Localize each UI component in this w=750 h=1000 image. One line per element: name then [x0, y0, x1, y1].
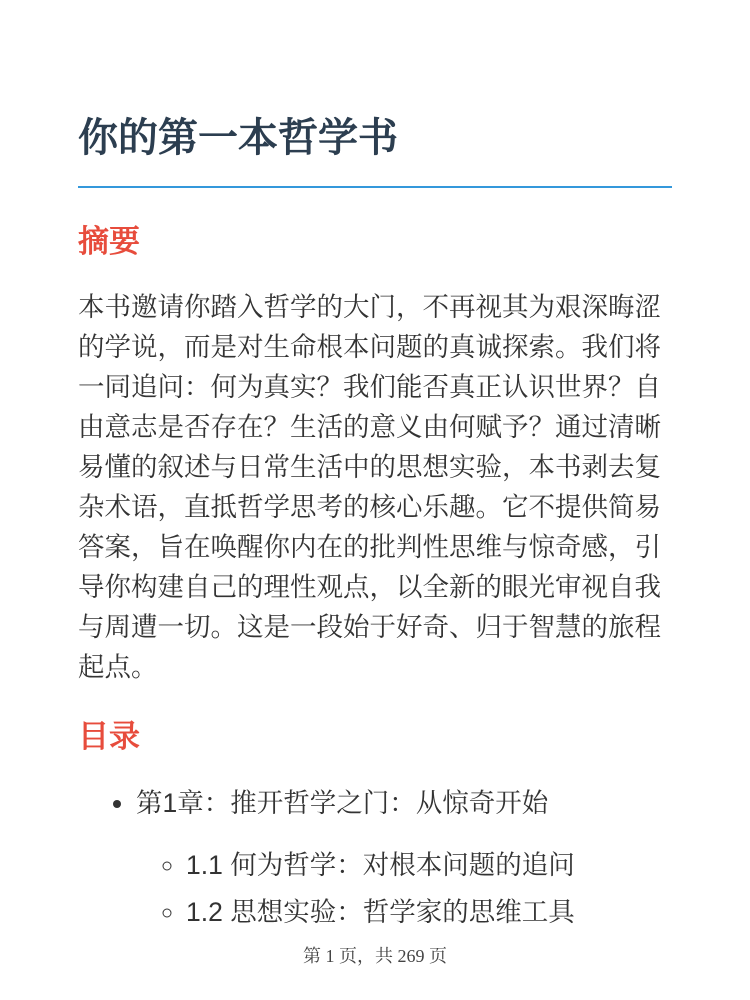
abstract-heading: 摘要: [78, 224, 140, 259]
toc-subitem: [186, 892, 672, 932]
toc-chapter-item: [136, 783, 672, 932]
page-number-footer: 第 1 页，共 269 页: [303, 946, 447, 966]
book-title: 你的第一本哲学书: [78, 112, 672, 188]
toc-subitem-label: 1.2 思想实验：哲学家的思维工具: [186, 897, 575, 927]
toc-subitem-label: 1.1 何为哲学：对根本问题的追问: [186, 850, 575, 880]
toc-subitem: [186, 845, 672, 885]
toc-heading: 目录: [78, 719, 140, 754]
toc-list: [78, 783, 672, 932]
abstract-paragraph: 本书邀请你踏入哲学的大门，不再视其为艰深晦涩的学说，而是对生命根本问题的真诚探索。我们将一同追问：何为真实？我们能否真正认识世界？自由意志是否存在？生活的意义由何赋予？通过清晰易懂的叙述与日常生活中的思想实验，本书剥去复杂术语，直抵哲学思考的核心乐趣。它不提供简易答案，旨在唤醒你内在的批判性思维与惊奇感，引导你构建自己的理性观点，以全新的眼光审视自我与周遭一切。这是一段始于好奇、归于智慧的旅程起点。: [78, 292, 661, 682]
toc-chapter-label: 第1章：推开哲学之门：从惊奇开始: [136, 788, 549, 818]
toc-sublist: [136, 845, 672, 932]
